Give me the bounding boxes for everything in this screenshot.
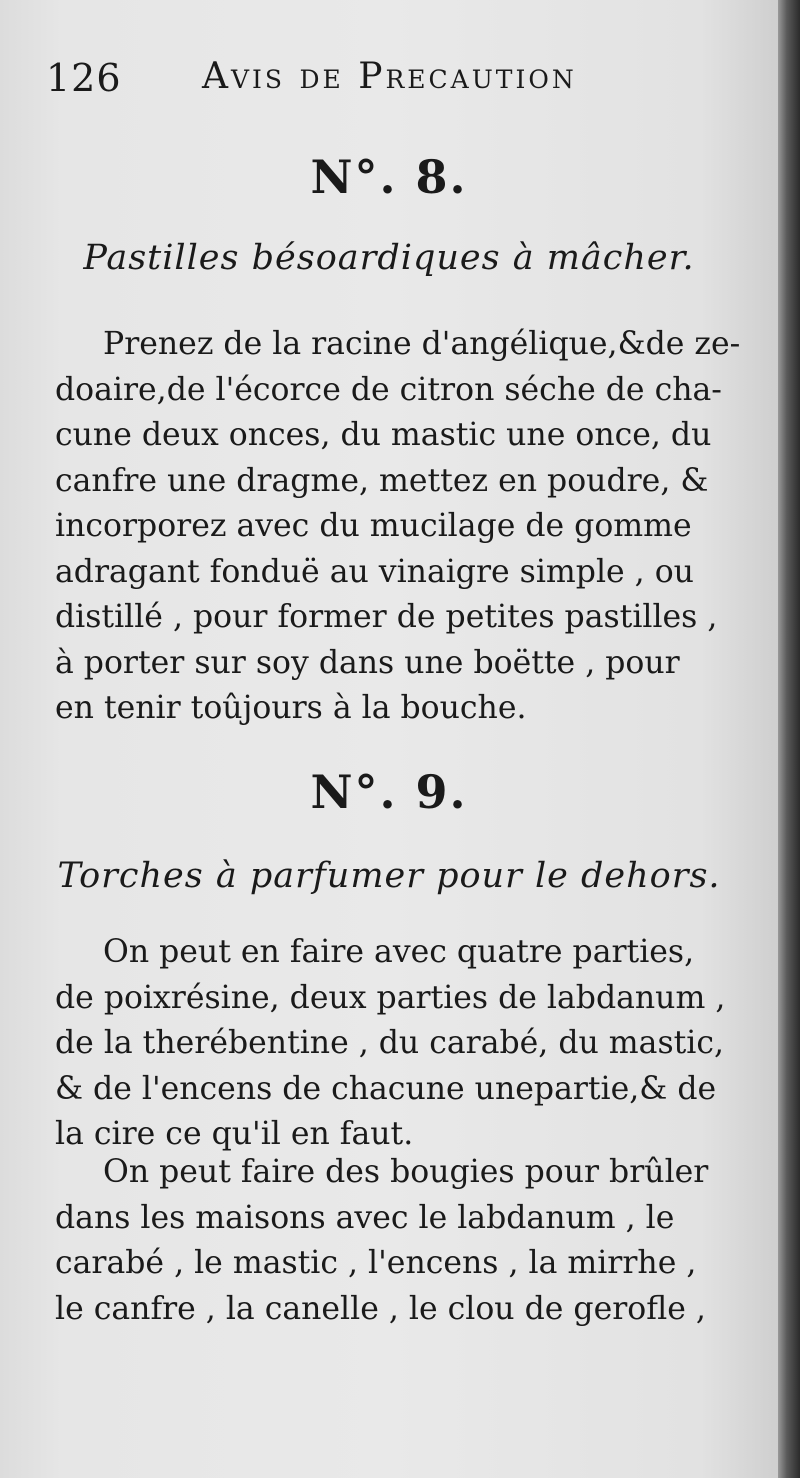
text-line: de poixrésine, deux parties de labdanum , bbox=[55, 979, 726, 1016]
section-number-9: N°. 9. bbox=[310, 765, 468, 819]
text-line: cune deux onces, du mastic une once, du bbox=[55, 417, 712, 453]
text-line: Prenez de la racine d'angélique,&de ze- bbox=[103, 326, 741, 362]
text-line: On peut en faire avec quatre parties, bbox=[103, 934, 695, 970]
text-line: distillé , pour former de petites pastilles , bbox=[55, 599, 718, 635]
text-line: doaire,de l'écorce de citron séche de cha- bbox=[55, 371, 722, 408]
text-line: adragant fonduë au vinaigre simple , ou bbox=[55, 553, 694, 590]
page-number: 126 bbox=[46, 56, 122, 100]
text-line: dans les maisons avec le labdanum , le bbox=[55, 1199, 675, 1236]
text-line: la cire ce qu'il en faut. bbox=[55, 1116, 414, 1152]
recipe-paragraph-pastilles bbox=[55, 322, 741, 732]
text-line: carabé , le mastic , l'encens , la mirrhe , bbox=[55, 1245, 697, 1281]
text-line: & de l'encens de chacune unepartie,& de bbox=[55, 1070, 717, 1107]
running-head bbox=[40, 52, 740, 102]
section-number-8: N°. 8. bbox=[310, 150, 468, 204]
running-title: Avis de Precaution bbox=[202, 56, 577, 97]
text-line: le canfre , la canelle , le clou de gerofle , bbox=[55, 1290, 706, 1327]
section-title-9: Torches à parfumer pour le dehors. bbox=[57, 856, 721, 896]
section-title-8: Pastilles bésoardiques à mâcher. bbox=[83, 238, 695, 278]
text-line: de la therébentine , du carabé, du mastic, bbox=[55, 1025, 724, 1061]
recipe-paragraph-torches bbox=[55, 930, 730, 1158]
text-line: canfre une dragme, mettez en poudre, & bbox=[55, 462, 709, 499]
text-line: à porter sur soy dans une boëtte , pour bbox=[55, 644, 680, 681]
text-line: On peut faire des bougies pour brûler bbox=[103, 1154, 709, 1190]
page-edge-shadow bbox=[778, 0, 800, 1478]
recipe-paragraph-bougies bbox=[55, 1150, 730, 1332]
text-line: incorporez avec du mucilage de gomme bbox=[55, 508, 692, 544]
text-line: en tenir toûjours à la bouche. bbox=[55, 690, 527, 726]
